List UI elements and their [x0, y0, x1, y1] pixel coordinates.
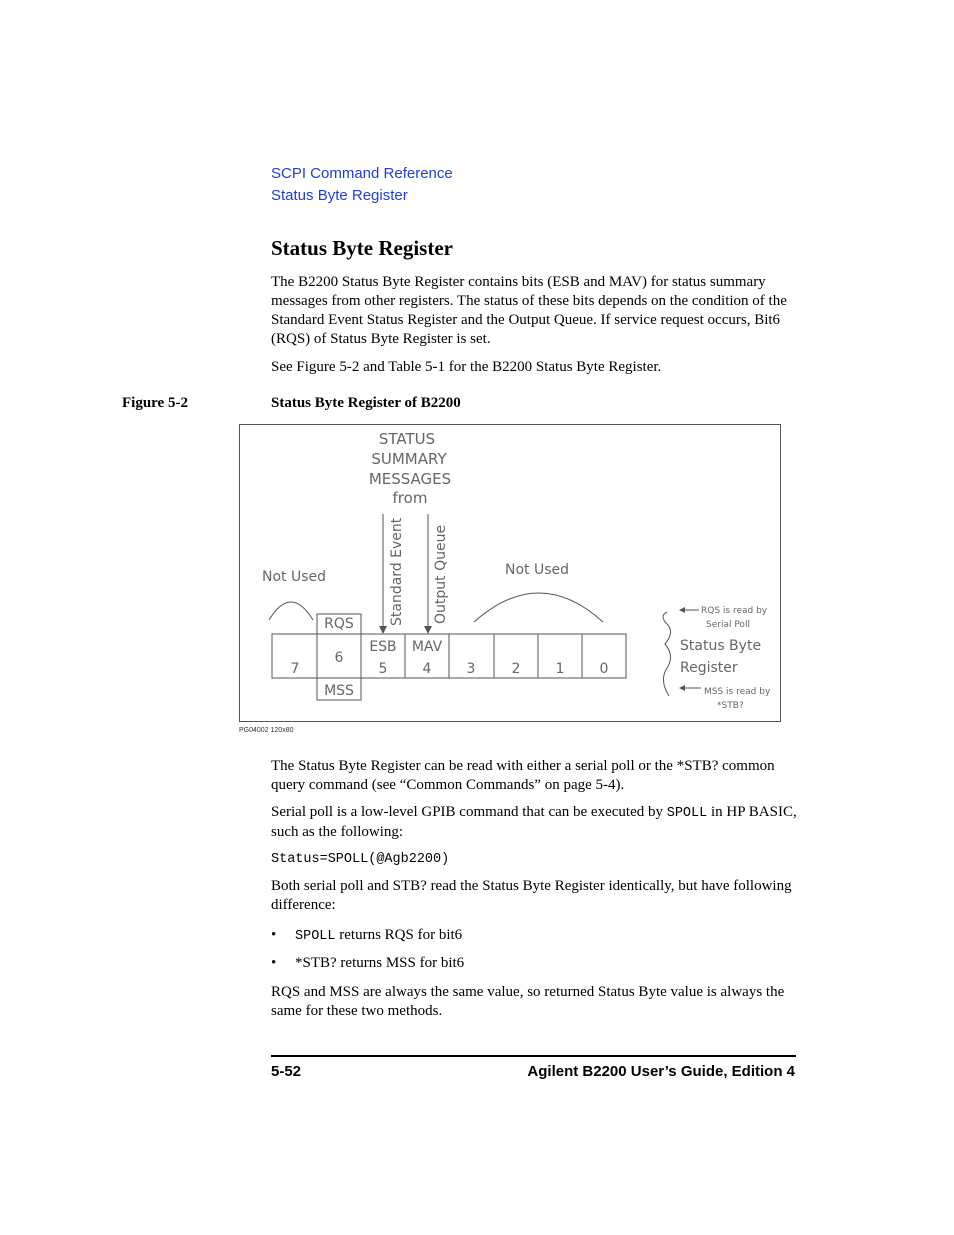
- output-queue-label: Output Queue: [433, 524, 449, 624]
- bullet-1-text: SPOLL returns RQS for bit6: [295, 927, 463, 944]
- code-example: Status=SPOLL(@Agb2200): [271, 852, 450, 867]
- summary-line-3: MESSAGES: [368, 470, 452, 488]
- standard-event-label: Standard Event: [389, 517, 405, 626]
- see-figure-paragraph: See Figure 5-2 and Table 5-1 for the B2200 Status Byte Register.: [271, 359, 662, 375]
- footer-rule: [271, 1055, 796, 1057]
- figure-number: Figure 5-2: [122, 395, 188, 411]
- rqs-read-by-line1: RQS is read by: [701, 606, 768, 616]
- register-label-line1: Status Byte: [680, 638, 762, 654]
- body-paragraph-2: Serial poll is a low-level GPIB command that can be executed by SPOLL in HP BASIC, such as the following:: [271, 804, 797, 840]
- bit-6: 6: [334, 650, 344, 666]
- bit-0: 0: [599, 661, 609, 677]
- mav-label: MAV: [411, 639, 443, 655]
- not-used-right-label: Not Used: [504, 562, 570, 578]
- arrow-mss-read: [679, 685, 685, 691]
- arrow-standard-event: [379, 626, 387, 634]
- body-paragraph-1: The Status Byte Register can be read with either a serial poll or the *STB? common query command (see “Common Commands” on page 5-4).: [271, 758, 775, 793]
- summary-line-4: from: [392, 489, 428, 507]
- breadcrumb-status-byte-register[interactable]: Status Byte Register: [271, 187, 408, 204]
- bullet-2-marker: •: [271, 955, 277, 971]
- breadcrumb-scpi-command-reference[interactable]: SCPI Command Reference: [271, 165, 453, 182]
- bit-5: 5: [378, 661, 388, 677]
- footer-title: Agilent B2200 User’s Guide, Edition 4: [527, 1063, 795, 1080]
- bit-4: 4: [422, 661, 432, 677]
- mss-read-by-line1: MSS is read by: [704, 687, 771, 697]
- bullet-2-text: *STB? returns MSS for bit6: [295, 955, 465, 971]
- body-paragraph-3: Both serial poll and STB? read the Status Byte Register identically, but have following difference:: [271, 878, 792, 913]
- body-paragraph-4: RQS and MSS are always the same value, so returned Status Byte value is always the same for these two methods.: [271, 984, 785, 1019]
- arrow-output-queue: [424, 626, 432, 634]
- bit-7: 7: [290, 661, 300, 677]
- bullet-1-marker: •: [271, 927, 277, 943]
- intro-paragraph: The B2200 Status Byte Register contains bits (ESB and MAV) for status summary messages from other registers. The status of these bits depends on the condition of the Standard Event Status Register and the Output Queue. If service request occurs, Bit6 (RQS) of Status Byte Register is set.: [271, 274, 787, 347]
- esb-label: ESB: [369, 639, 397, 655]
- figure-caption: Status Byte Register of B2200: [271, 395, 461, 411]
- bit-1: 1: [555, 661, 565, 677]
- rqs-read-by-line2: Serial Poll: [706, 620, 750, 630]
- not-used-left-label: Not Used: [261, 569, 327, 585]
- section-title: Status Byte Register: [271, 236, 453, 260]
- register-label-line2: Register: [680, 660, 738, 676]
- spoll-inline-code: SPOLL: [666, 806, 708, 821]
- mss-label: MSS: [324, 683, 354, 699]
- summary-line-2: SUMMARY: [371, 450, 447, 468]
- rqs-label: RQS: [324, 616, 354, 632]
- bit-2: 2: [511, 661, 521, 677]
- figure-id: PG04002 120x80: [239, 727, 294, 734]
- arrow-rqs-read: [679, 607, 685, 613]
- summary-line-1: STATUS: [378, 430, 436, 448]
- mss-read-by-line2: *STB?: [717, 701, 744, 711]
- footer-page-number: 5-52: [271, 1063, 302, 1080]
- bit-3: 3: [466, 661, 476, 677]
- status-byte-diagram: [239, 424, 781, 722]
